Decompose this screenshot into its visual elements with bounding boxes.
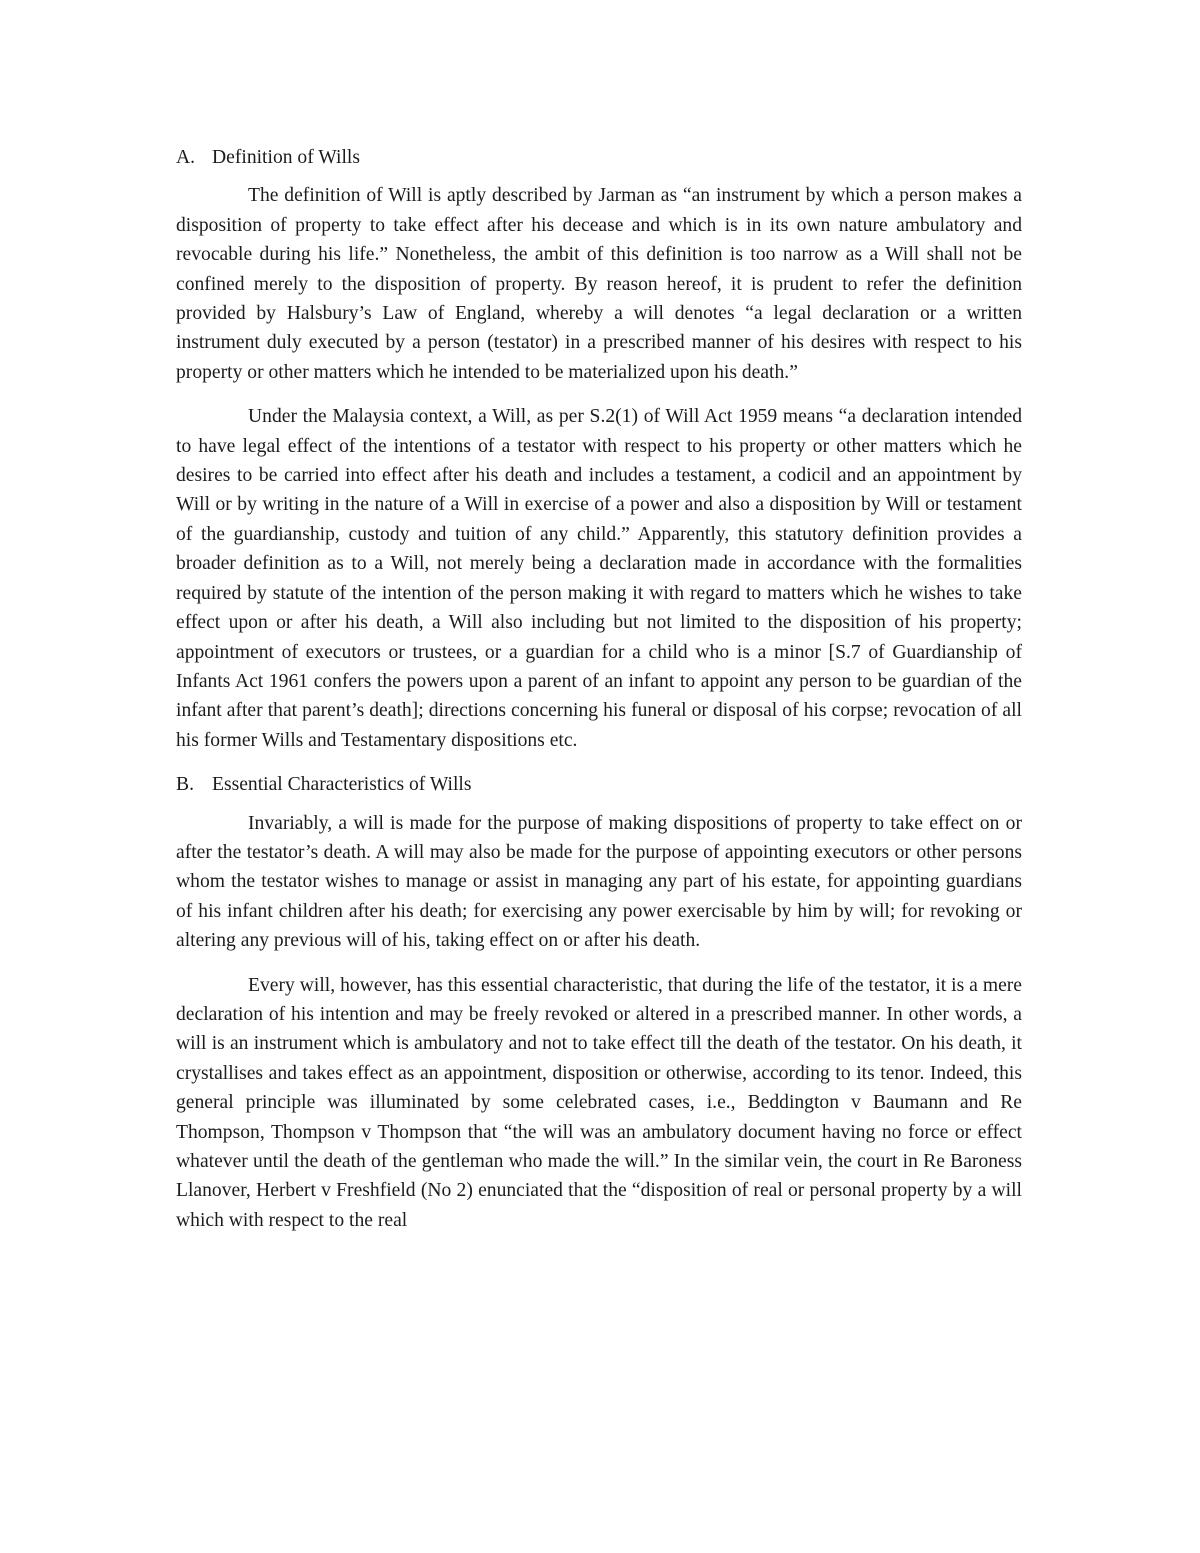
section-heading-b	[176, 770, 1022, 799]
paragraph-definition-malaysia: Under the Malaysia context, a Will, as per S.2(1) of Will Act 1959 means “a declaration intended to have legal effect of the intentions of a testator with respect to his property or other matters which he desires to be carried into effect after his death and includes a testament, a codicil and an appointment by Will or by writing in the nature of a Will in exercise of a power and also a disposition by Will or testament of the guardianship, custody and tuition of any child.” Apparently, this statutory definition provides a broader definition as to a Will, not merely being a declaration made in accordance with the formalities required by statute of the intention of the person making it with regard to matters which he wishes to take effect upon or after his death, a Will also including but not limited to the disposition of his property; appointment of executors or trustees, or a guardian for a child who is a minor [S.7 of Guardianship of Infants Act 1961 confers the powers upon a parent of an infant to appoint any person to be guardian of the infant after that parent’s death]; directions concerning his funeral or disposal of his corpse; revocation of all his former Wills and Testamentary dispositions etc.	[176, 406, 1022, 751]
paragraph-definition-jarman: The definition of Will is aptly described by Jarman as “an instrument by which a person makes a disposition of property to take effect after his decease and which is in its own nature ambulatory and revocable during his life.” Nonetheless, the ambit of this definition is too narrow as a Will shall not be confined merely to the disposition of property. By reason hereof, it is prudent to refer the definition provided by Halsbury’s Law of England, whereby a will denotes “a legal declaration or a written instrument duly executed by a person (testator) in a prescribed manner of his desires with respect to his property or other matters which he intended to be materialized upon his death.”	[176, 185, 1022, 383]
section-heading-a	[176, 143, 1022, 172]
document-page	[176, 143, 1022, 1235]
paragraph-ambulatory-characteristic: Every will, however, has this essential characteristic, that during the life of the testator, it is a mere declaration of his intention and may be freely revoked or altered in a prescribed manner. In other words, a will is an instrument which is ambulatory and not to take effect till the death of the testator. On his death, it crystallises and takes effect as an appointment, disposition or otherwise, according to its tenor. Indeed, this general principle was illuminated by some celebrated cases, i.e., Beddington v Baumann and Re Thompson, Thompson v Thompson that “the will was an ambulatory document having no force or effect whatever until the death of the gentleman who made the will.” In the similar vein, the court in Re Baroness Llanover, Herbert v Freshfield (No 2) enunciated that the “disposition of real or personal property by a will which with respect to the real	[176, 974, 1022, 1231]
section-letter: A.	[176, 147, 196, 168]
section-title: Essential Characteristics of Wills	[212, 774, 472, 796]
section-title: Definition of Wills	[212, 147, 360, 168]
section-letter: B.	[176, 774, 194, 796]
paragraph-purpose-of-will: Invariably, a will is made for the purpose of making dispositions of property to take effect on or after the testator’s death. A will may also be made for the purpose of appointing executors or other persons whom the testator wishes to manage or assist in managing any part of his estate, for appointing guardians of his infant children after his death; for exercising any power exercisable by him by will; for revoking or altering any previous will of his, taking effect on or after his death.	[176, 812, 1022, 952]
